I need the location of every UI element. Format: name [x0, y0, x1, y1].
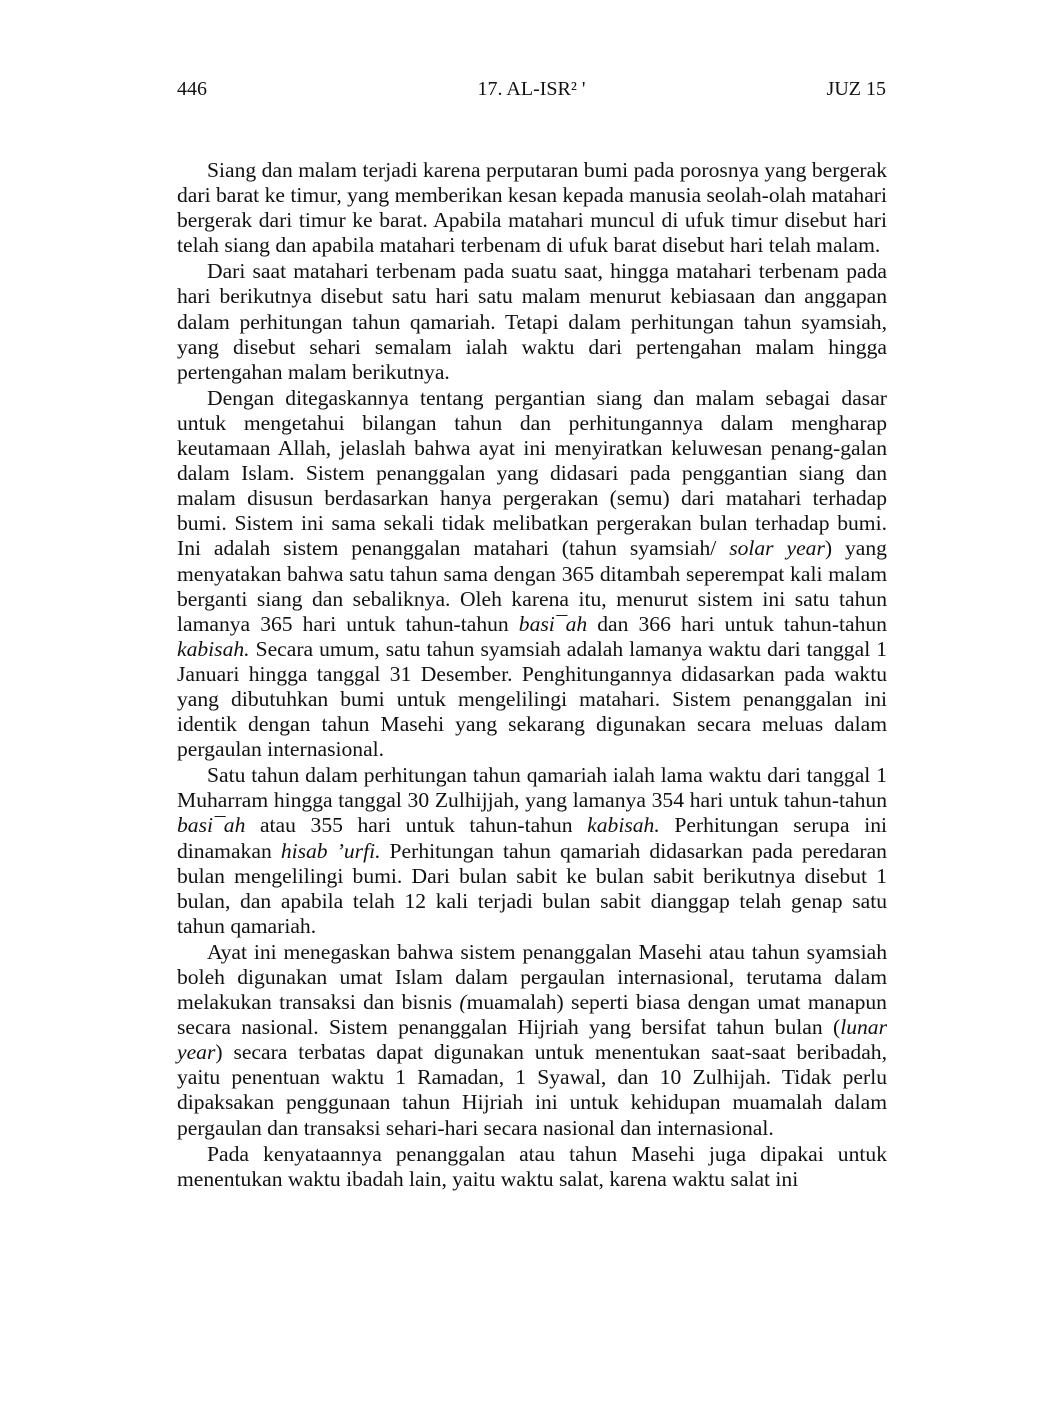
italic-term: basi¯ah — [518, 611, 588, 636]
paragraph-6: Pada kenyataannya penanggalan atau tahun Masehi juga dipakai untuk menentukan waktu ibadah lain, yaitu waktu salat, karena waktu salat ini — [177, 1141, 887, 1191]
running-header — [177, 74, 886, 104]
paragraph-3 — [177, 386, 887, 762]
text-run: atau 355 hari untuk tahun-tahun — [245, 813, 588, 838]
italic-term: kabisah. — [587, 813, 660, 838]
italic-term: ( — [459, 990, 467, 1015]
text-run: ) secara terbatas dapat digunakan untuk menentukan saat-saat beribadah, yaitu penentuan waktu 1 Ramadan, 1 Syawal, dan 10 Zulhijah. Tidak perlu dipaksakan penggunaan tahun Hijriah ini untuk kehidupan muamalah dalam pergaulan dan transaksi sehari-hari secara nasional dan internasional. — [177, 1040, 887, 1140]
text-run: Dengan ditegaskannya tentang pergantian siang dan malam sebagai dasar untuk mengetahui bilangan tahun dan perhitungannya dalam mengharap keutamaan Allah, jelaslah bahwa ayat ini menyiratkan keluwesan penang-galan dalam Islam. Sistem penanggalan yang didasari pada penggantian siang dan malam disusun berdasarkan hanya pergerakan (semu) dari matahari terhadap bumi. Sistem ini sama sekali tidak melibatkan pergerakan bulan terhadap bumi. Ini adalah sistem penanggalan matahari (tahun syamsiah/ — [177, 385, 887, 561]
italic-term: lunar year — [177, 1015, 887, 1065]
text-run: ) yang menyatakan bahwa satu tahun sama dengan 365 ditambah seperempat kali malam berganti siang dan sebaliknya. Oleh karena itu, menurut sistem ini satu tahun lamanya 365 hari untuk tahun-tahun — [177, 536, 887, 636]
text-run: Satu tahun dalam perhitungan tahun qamariah ialah lama waktu dari tanggal 1 Muharram hingga tanggal 30 Zulhijjah, yang lamanya 354 hari untuk tahun-tahun — [177, 763, 887, 813]
text-run: Perhitungan tahun qamariah didasarkan pada peredaran bulan mengelilingi bumi. Dari bulan sabit ke bulan sabit berikutnya disebut 1 bulan, dan apabila telah 12 kali terjadi bulan sabit dianggap telah genap satu tahun qamariah. — [177, 838, 887, 938]
chapter-title: 17. AL-ISR² ' — [477, 78, 586, 100]
text-run: Perhitungan serupa ini dinamakan — [177, 813, 887, 863]
italic-term: kabisah. — [177, 636, 250, 661]
text-run: Secara umum, satu tahun syamsiah adalah lamanya waktu dari tanggal 1 Januari hingga tanggal 31 Desember. Penghitungannya didasarkan pada waktu yang dibutuhkan bumi untuk mengelilingi matahari. Sistem penanggalan ini identik dengan tahun Masehi yang sekarang digunakan secara meluas dalam pergaulan internasional. — [177, 636, 887, 762]
paragraph-4 — [177, 763, 887, 939]
text-run: Ayat ini menegaskan bahwa sistem penanggalan Masehi atau tahun syamsiah boleh digunakan umat Islam dalam pergaulan internasional, terutama dalam melakukan transaksi dan bisnis — [177, 939, 887, 1015]
juz-label: JUZ 15 — [826, 78, 886, 100]
paragraph-5 — [177, 940, 887, 1141]
page-body — [177, 158, 887, 1193]
page-number: 446 — [177, 78, 207, 100]
text-run: dan 366 hari untuk tahun-tahun — [587, 611, 887, 636]
paragraph-2: Dari saat matahari terbenam pada suatu saat, hingga matahari terbenam pada hari berikutnya disebut satu hari satu malam menurut kebiasaan dan anggapan dalam perhitungan tahun qamariah. Tetapi dalam perhitungan tahun syamsiah, yang disebut sehari semalam ialah waktu dari pertengahan malam hingga pertengahan malam berikutnya. — [177, 259, 887, 384]
text-run: muamalah) seperti biasa dengan umat manapun secara nasional. Sistem penanggalan Hijriah yang bersifat tahun bulan ( — [177, 990, 887, 1040]
italic-term: hisab ’urfi. — [280, 838, 381, 863]
italic-term: basi¯ah — [177, 813, 246, 838]
italic-term: solar year — [729, 536, 825, 561]
paragraph-1: Siang dan malam terjadi karena perputaran bumi pada porosnya yang bergerak dari barat ke timur, yang memberikan kesan kepada manusia seolah-olah matahari bergerak dari timur ke barat. Apabila matahari muncul di ufuk timur disebut hari telah siang dan apabila matahari terbenam di ufuk barat disebut hari telah malam. — [177, 158, 887, 258]
